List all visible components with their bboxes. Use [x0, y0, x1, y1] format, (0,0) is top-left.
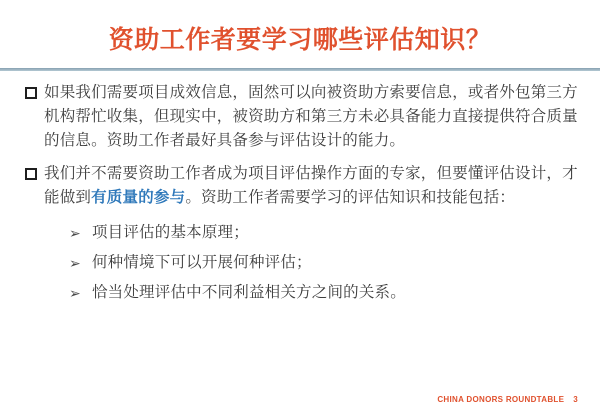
bullet-2-line-2-prefix: 能做到 — [44, 189, 92, 206]
arrowhead-bullet-icon: ➢ — [69, 285, 81, 301]
slide-title: 资助工作者要学习哪些评估知识？ — [108, 26, 492, 54]
arrowhead-bullet-icon: ➢ — [69, 225, 81, 241]
bullet-1-line-1: 如果我们需要项目成效信息，固然可以向被资助方索要信息，或者外包第三方 — [44, 84, 578, 101]
square-bullet-icon — [25, 87, 37, 99]
bullet-2-line-1: 我们并不需要资助工作者成为项目评估操作方面的专家，但要懂评估设计，才 — [44, 165, 578, 182]
highlighted-phrase: 有质量的参与 — [91, 189, 186, 206]
sub-bullet-item-2 — [69, 252, 578, 274]
bullet-1-text — [44, 81, 578, 153]
bullet-item-2 — [25, 162, 578, 210]
bullet-2-line-2 — [44, 186, 578, 210]
bullet-1-line-3: 的信息。资助工作者最好具备参与评估设计的能力。 — [44, 132, 406, 149]
bullet-item-1 — [25, 81, 578, 153]
sub-bullet-3-text: 恰当处理评估中不同利益相关方之间的关系。 — [91, 284, 406, 301]
bullet-2-text — [44, 162, 578, 210]
bullet-1-line-2: 机构帮忙收集，但现实中，被资助方和第三方未必具备能力直接提供符合质量 — [44, 108, 578, 125]
sub-bullet-list — [69, 222, 578, 304]
bullet-2-line-2-suffix: 。资助工作者需要学习的评估知识和技能包括： — [185, 189, 516, 206]
sub-bullet-1-text: 项目评估的基本原理； — [91, 224, 249, 241]
footer-brand: CHINA DONORS ROUNDTABLE — [437, 395, 565, 404]
slide-body — [0, 71, 600, 304]
arrowhead-bullet-icon: ➢ — [69, 255, 81, 271]
page-number: 3 — [573, 395, 578, 404]
square-bullet-icon — [25, 168, 37, 180]
sub-bullet-item-3 — [69, 282, 578, 304]
slide-footer — [437, 395, 578, 404]
sub-bullet-item-1 — [69, 222, 578, 244]
sub-bullet-2-text: 何种情境下可以开展何种评估； — [91, 254, 312, 271]
